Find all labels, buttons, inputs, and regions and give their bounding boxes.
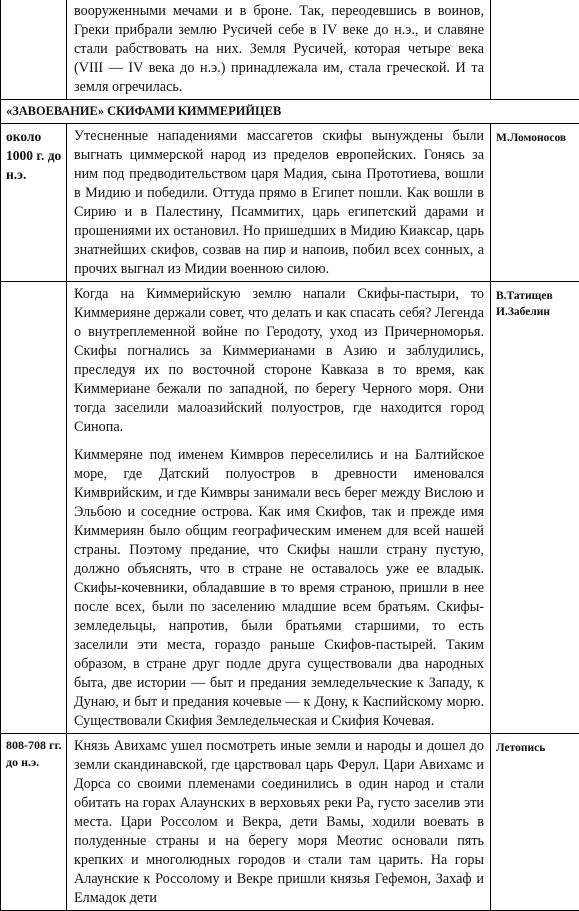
text-cell [67, 734, 491, 911]
source-author: И.Забелин [496, 304, 575, 320]
table-row [1, 282, 579, 734]
table-row [1, 0, 579, 100]
entry-date: около 1000 г. до н.э. [1, 124, 66, 184]
source-cell [491, 124, 579, 282]
entry-date: 808-708 гг. до н.э. [1, 734, 66, 771]
text-cell [67, 282, 491, 734]
date-cell [1, 0, 67, 100]
source-cell [491, 282, 579, 734]
entry-source [491, 282, 579, 320]
entry-text [67, 282, 490, 733]
date-cell [1, 282, 67, 734]
section-header: «ЗАВОЕВАНИЕ» СКИФАМИ КИММЕРИЙЦЕВ [1, 100, 579, 124]
date-cell [1, 734, 67, 911]
entry-paragraph: Киммеряне под именем Кимвров переселились и на Балтийское море, где Датский полуостров в древности именовался Кимврийским, и где Кимвры занимали весь берег между Вислою и Эльбою и соседние острова. Как имя Скифов, так и прежде имя Киммериян было общим географическим именем для всей нашей страны. Поэтому предание, что Скифы нашли страну пустую, должно объяснять, что в стране не оставалось уже ее владык. Скифы-кочевники, обладавшие в то время страною, пришли в нее после всех, были по заселению младшие всем братьям. Скифы-земледельцы, напротив, были братьями старшими, то есть заселили эти места, гораздо раньше Скифов-пастырей. Таким образом, в стране друг подле друга существовали два народных быта, две истории — быт и предания земледельческие к Западу, к Дунаю, и быт и предания кочевые — к Дону, к Каспийскому морю. Существовали Скифия Земледельческая и Скифия Кочевая. [74, 446, 484, 731]
entry-source: М.Ломоносов [491, 124, 579, 146]
entry-date [1, 282, 66, 285]
source-cell [491, 0, 579, 100]
table-row [1, 734, 579, 911]
entry-source: Летопись [491, 734, 579, 756]
source-author: В.Татищев [496, 288, 575, 304]
text-cell [67, 124, 491, 282]
source-cell [491, 734, 579, 911]
entry-text: вооруженными мечами и в броне. Так, переодевшись в воинов, Греки прибрали землю Русичей себе в IV веке до н.э., и славяне стали рабствовать на них. Земля Русичей, которая четыре века (VIII — IV века до н.э.) принадлежала им, стала греческой. И та земля огречилась. [67, 0, 490, 99]
date-cell [1, 124, 67, 282]
table-row [1, 124, 579, 282]
text-cell [67, 0, 491, 100]
entry-text: Князь Авихамс ушел посмотреть иные земли и народы и дошел до земли скандинавской, где царствовал царь Ферул. Цари Авихамс и Дорса со своими племенами соединились в один народ и стали обитать на горах Алаунских в верховьях реки Ра, густо заселив эти места. Цари Россолом и Векра, дети Вамы, ходили воевать в полуденные страны и на берегу моря Меотис основали пять крепких и многолюдных городов и стали там царить. На горы Алаунские к Россолому и Векре пришли князья Гефемон, Захаф и Елмадок дети [67, 734, 490, 910]
entry-text: Утесненные нападениями массагетов скифы вынуждены были выгнать циммерской народ из пределов европейских. Гонясь за ним под предводительством царя Мадия, сына Прототиева, вошли в Мидию и победили. Оттуда прямо в Египет пошли. Как вошли в Сирию и в Палестину, Псаммитих, царь египетский дарами и прошениями их остановил. Но пришедших в Мидию Киаксар, царь знатнейших скифов, созвав на пир и напоив, побил всех сонных, а прочих выгнал из Мидии военною силою. [67, 124, 490, 281]
section-header-row [1, 100, 579, 124]
entry-paragraph: Когда на Киммерийскую землю напали Скифы-пастыри, то Киммерияне держали совет, что делать и как спасать себя? Легенда о внутреплеменной войне по Геродоту, уход из Причерноморья. Скифы погнались за Киммерианами в Азию и заблудились, преследуя их по восточной стороне Кавказа в то время, как Киммериане бежали по западной, по берегу Черного моря. Они тогда заселили малоазийский полуостров, где находится город Синопа. [74, 285, 484, 437]
